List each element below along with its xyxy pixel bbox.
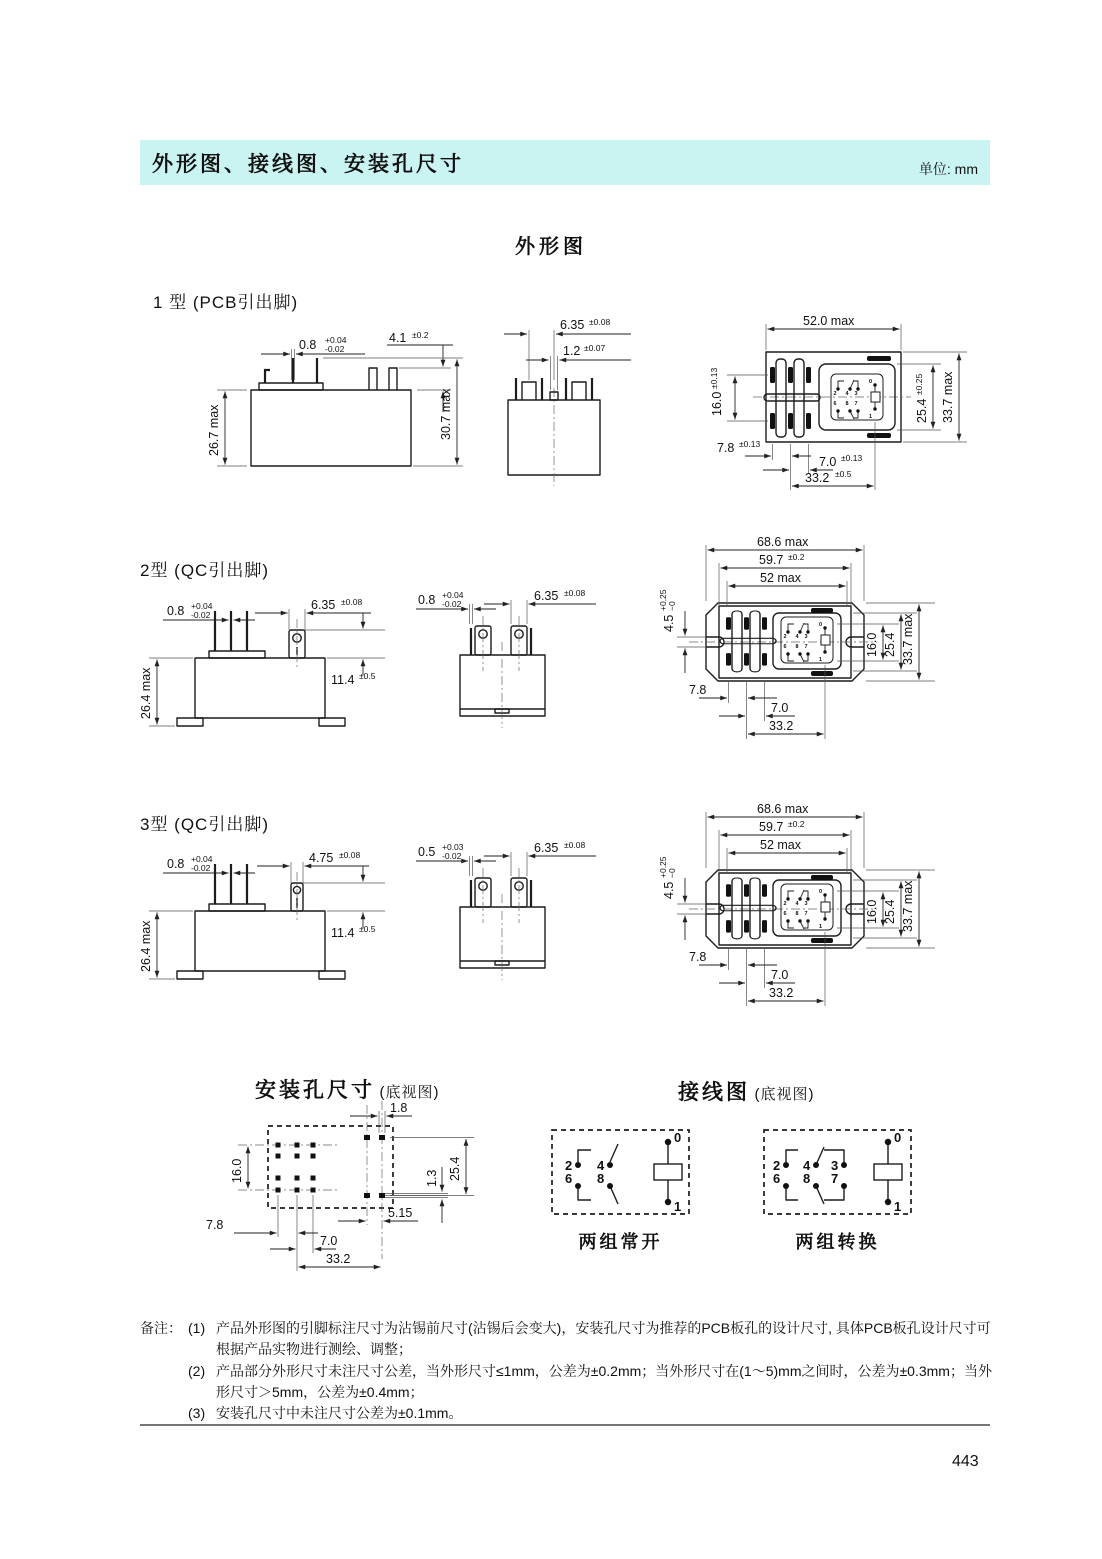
- dim-18: 1.8: [390, 1101, 408, 1115]
- pin-8-label: 8: [597, 1171, 605, 1186]
- dim-pin-width: 0.8: [167, 604, 185, 618]
- pin-0-label: 0: [674, 1130, 682, 1145]
- dim-78-tol: ±0.13: [739, 439, 761, 449]
- wiring-title-sub: (底视图): [754, 1086, 815, 1103]
- outline-drawing-title: 外形图: [515, 236, 587, 258]
- dim-70: 7.0: [819, 455, 837, 469]
- dim-pitch-tol: ±0.08: [589, 317, 611, 327]
- pin-4-label: 4: [597, 1158, 605, 1173]
- dim-337: 33.7 max: [901, 613, 915, 665]
- dim-45-tol-minus: −0: [667, 868, 677, 878]
- dim-qc-width: 6.35: [534, 841, 559, 855]
- dim-597: 59.7: [759, 553, 784, 567]
- dim-70-tol: ±0.13: [841, 453, 863, 463]
- pin-1-label: 1: [894, 1199, 902, 1214]
- type2-side-body: [177, 611, 345, 726]
- type1-side-body: [251, 358, 411, 466]
- dim-254-tol: ±0.25: [914, 373, 924, 395]
- dim-337: 33.7 max: [941, 371, 955, 423]
- dim-597-tol: ±0.2: [788, 552, 805, 562]
- dim-686: 68.6 max: [757, 535, 809, 549]
- notes-spacer: [140, 1403, 188, 1424]
- wiring-title-main: 接线图: [678, 1081, 750, 1104]
- dim-width: 52.0 max: [803, 314, 855, 328]
- dim-pin-thk-tol-minus: -0.02: [442, 599, 462, 609]
- dim-13: 1.3: [425, 1169, 439, 1187]
- page-number: 443: [952, 1453, 979, 1470]
- dim-254: 25.4: [448, 1156, 462, 1181]
- type3-side-dims: [139, 850, 385, 979]
- pin-2-label: 2: [565, 1158, 573, 1173]
- dim-52: 52 max: [760, 838, 801, 852]
- type2-side-dims: [139, 597, 385, 726]
- dim-597: 59.7: [759, 820, 784, 834]
- pin-1-label: 1: [674, 1199, 682, 1214]
- dim-332: 33.2: [326, 1252, 351, 1266]
- dim-qc-width: 6.35: [534, 589, 559, 603]
- note-3-number: (3): [188, 1405, 206, 1422]
- dim-78: 7.8: [689, 950, 707, 964]
- dim-70: 7.0: [320, 1234, 338, 1248]
- dim-pin-width: 0.8: [167, 857, 185, 871]
- page-title: 外形图、接线图、安装孔尺寸: [152, 152, 464, 176]
- mounting-hole-drawing: [190, 1083, 505, 1308]
- type2-side-view-drawing: [133, 585, 436, 760]
- dim-pin-length: 4.1: [389, 331, 407, 345]
- note-1-number: (1): [188, 1320, 206, 1336]
- pin-4-label: 4: [803, 1158, 811, 1173]
- dim-332: 33.2: [805, 471, 830, 485]
- dim-515: 5.15: [388, 1206, 413, 1220]
- pin-2-label: 2: [773, 1158, 781, 1173]
- notes-spacer: [140, 1361, 188, 1404]
- dim-78: 7.8: [717, 441, 735, 455]
- note-1-text: 产品外形图的引脚标注尺寸为沾锡前尺寸(沾锡后会变大)，安装孔尺寸为推荐的PCB板孔的设计尺寸, 具体PCB板孔设计尺寸可根据产品实物进行测绘、调整；: [216, 1320, 991, 1358]
- wiring-co-caption: 两组转换: [795, 1232, 880, 1252]
- type3-side-body: [177, 864, 345, 979]
- dim-qc-height: 11.4: [331, 926, 355, 940]
- dim-qc-width-tol: ±0.08: [564, 840, 586, 850]
- type2-end-dims: [416, 588, 596, 624]
- dim-45: 4.5: [662, 881, 676, 899]
- dim-body-height: 26.7 max: [207, 404, 221, 456]
- dim-pin-thk-tol-plus: +0.03: [442, 842, 464, 852]
- dim-pin-width: 0.8: [299, 338, 317, 352]
- dim-qc-width-tol: ±0.08: [341, 597, 363, 607]
- dim-254: 25.4: [915, 398, 929, 423]
- dim-pin-thk-tol-plus: +0.04: [442, 590, 464, 600]
- note-2-text: 产品部分外形尺寸未注尺寸公差，当外形尺寸≤1mm，公差为±0.2mm；当外形尺寸在(1～5)mm之间时，公差为±0.3mm；当外形尺寸＞5mm，公差为±0.4mm；: [216, 1362, 992, 1400]
- dim-pin-width-tol-minus: -0.02: [325, 344, 345, 354]
- dim-332-tol: ±0.5: [835, 469, 852, 479]
- dim-45: 4.5: [662, 614, 676, 632]
- type1-side-dims: [207, 330, 463, 466]
- pin-3-label: 3: [831, 1158, 839, 1173]
- dim-pin-thk: 0.8: [418, 593, 436, 607]
- dim-pin-length-tol: ±0.2: [412, 330, 429, 340]
- dim-pin-width-tol-plus: +0.04: [191, 601, 213, 611]
- dim-row-pitch-tol: ±0.13: [709, 367, 719, 389]
- type2-bottom-body: [689, 603, 877, 681]
- type1-end-view-drawing: [476, 300, 691, 490]
- dim-pin-tol: ±0.07: [584, 343, 606, 353]
- dim-qc-height-tol: ±0.5: [359, 924, 376, 934]
- type1-end-body: [508, 378, 600, 486]
- note-3-text: 安装孔尺寸中未注尺寸公差为±0.1mm。: [216, 1405, 463, 1422]
- dim-qc-height-tol: ±0.5: [359, 671, 376, 681]
- type2-label: 2型 (QC引出脚): [140, 561, 269, 580]
- dim-qc-width: 4.75: [309, 851, 334, 865]
- dim-52: 52 max: [760, 571, 801, 585]
- dim-332: 33.2: [769, 986, 794, 1000]
- dim-686: 68.6 max: [757, 802, 809, 816]
- type2-end-body: [460, 616, 545, 728]
- dim-160: 16.0: [230, 1158, 244, 1183]
- dim-pin-width-tol-minus: -0.02: [191, 610, 211, 620]
- dim-qc-width-tol: ±0.08: [339, 850, 361, 860]
- dim-160: 16.0: [865, 632, 879, 657]
- note-2-number: (2): [188, 1362, 206, 1379]
- type3-side-view-drawing: [133, 838, 436, 1013]
- type3-end-dims: [416, 840, 596, 876]
- dim-qc-height: 11.4: [331, 673, 355, 687]
- type1-label: 1 型 (PCB引出脚): [153, 293, 299, 312]
- dim-pin-width-tol-plus: +0.04: [325, 335, 347, 345]
- dim-597-tol: ±0.2: [788, 819, 805, 829]
- mounting-title-sub: (底视图): [379, 1084, 440, 1101]
- type3-label: 3型 (QC引出脚): [140, 815, 269, 834]
- dim-pin-width-tol-plus: +0.04: [191, 854, 213, 864]
- datasheet-page: 2 4 3 6 8 7 0 1 外形图、接线图、安装孔尺寸 单位: mm 外形图 1 型 (PCB引出脚) 0.8 +0.04 -0.02 4.1 ±0.2 26.7 max 30.7 max 6.35 ±0.08 1.2 ±0.07 52.0 max 16.0 ±0.13 7.8 ±0.13 7.0 ±0.13 33.2 ±0.5 25.4 ±0.25 33.7 max 2型 (QC引出脚) 0.8 +0.04 -0.02 6.35 ±0.08 11.4 ±0.5 26.4 max 0.8 +0.04 -0.02 6.35 ±0.08 68.6 max 59.7 ±0.2 52 max 4.5 +0.25 −0 16.0 25.4 33.7 max 7.8 7.0 33.2 3型 (QC引出脚) 0.8 +0.04 -0.02 4.75 ±0.08 11.4 ±0.5 26.4 max 0.5 +0.03 -0.02 6.35 ±0.08 68.6 max 59.7 ±0.2 52 max 4.5 +0.25 −0 16.0 25.4 33.7 max 7.8 7.0 33.2 安装孔尺寸 (底视图) 1.8 16.0 25.4 1.3 5.15 7.8 7.0 33.2 接线图 (底视图) 2 4 6 8 0 1 两组常开 2 4 3 6 8 7 0 1 两组转换 备注： (1) 产品外形图的引脚标注尺寸为沾锡前尺寸(沾锡后会变大)，安装孔尺寸为推荐的PCB板孔的设计尺寸, 具体PCB板孔设计尺寸可根据产品实物进行测绘、调整； (2) 产品部分外形尺寸未注尺寸公差，当外形尺寸≤1mm，公差为±0.2mm；当外形尺寸在(1～5)mm之间时，公差为±0.3mm；当外形尺寸＞5mm，公差为±0.4mm； (3) 安装孔尺寸中未注尺寸公差为±0.1mm。 443: [0, 0, 1102, 1559]
- dim-body-height: 26.4 max: [139, 667, 153, 719]
- dim-qc-width-tol: ±0.08: [564, 588, 586, 598]
- dim-total-height: 30.7 max: [439, 388, 453, 440]
- unit-label: 单位: mm: [918, 161, 978, 177]
- type1-bottom-body: [753, 352, 911, 442]
- type1-bottom-dims: [709, 314, 967, 490]
- dim-body-height: 26.4 max: [139, 920, 153, 972]
- dim-70: 7.0: [771, 701, 789, 715]
- pin-0-label: 0: [894, 1130, 902, 1145]
- pin-6-label: 6: [773, 1171, 781, 1186]
- type2-end-view-drawing: [406, 576, 656, 736]
- type2-bottom-view-drawing: [658, 531, 986, 766]
- dim-254: 25.4: [883, 632, 897, 657]
- type3-bottom-view-drawing: [658, 798, 986, 1033]
- dim-337: 33.7 max: [901, 880, 915, 932]
- section-header-bar: [140, 140, 990, 185]
- dim-160: 16.0: [865, 899, 879, 924]
- dim-332: 33.2: [769, 719, 794, 733]
- wiring-title: [678, 1076, 814, 1106]
- footer-rule: [140, 1424, 990, 1426]
- dim-pin-width-tol-minus: -0.02: [191, 863, 211, 873]
- wiring-no-caption: 两组常开: [578, 1232, 663, 1252]
- dim-pin-thk-tol-minus: -0.02: [442, 851, 462, 861]
- notes-label: 备注：: [140, 1320, 182, 1336]
- mounting-hole-pattern: [238, 1101, 448, 1259]
- dim-78: 7.8: [206, 1218, 224, 1232]
- dim-78: 7.8: [689, 683, 707, 697]
- wiring-diagram-changeover: [760, 1126, 915, 1218]
- type1-side-view-drawing: [203, 318, 473, 483]
- dim-pin-thk: 0.5: [418, 845, 436, 859]
- wiring-no-contacts: [575, 1139, 682, 1205]
- type3-end-body: [460, 868, 545, 980]
- wiring-co-contacts: [783, 1139, 902, 1205]
- dim-45-tol-plus: +0.25: [658, 856, 668, 878]
- type1-bottom-view-drawing: [693, 298, 988, 513]
- dim-45-tol-minus: −0: [667, 601, 677, 611]
- dim-45-tol-plus: +0.25: [658, 589, 668, 611]
- dim-pitch: 6.35: [560, 318, 585, 332]
- type1-end-dims: [504, 317, 631, 390]
- dim-254: 25.4: [883, 899, 897, 924]
- dim-70: 7.0: [771, 968, 789, 982]
- pin-6-label: 6: [565, 1171, 573, 1186]
- notes-block: [140, 1318, 992, 1424]
- type3-bottom-body: [689, 870, 877, 948]
- dim-qc-width: 6.35: [311, 598, 336, 612]
- dim-row-pitch: 16.0: [710, 391, 724, 416]
- pin-7-label: 7: [831, 1171, 839, 1186]
- dim-pin: 1.2: [563, 344, 581, 358]
- pin-8-label: 8: [803, 1171, 811, 1186]
- wiring-diagram-normally-open: [548, 1126, 693, 1218]
- type3-end-view-drawing: [406, 828, 656, 988]
- mounting-title-main: 安装孔尺寸: [255, 1079, 375, 1102]
